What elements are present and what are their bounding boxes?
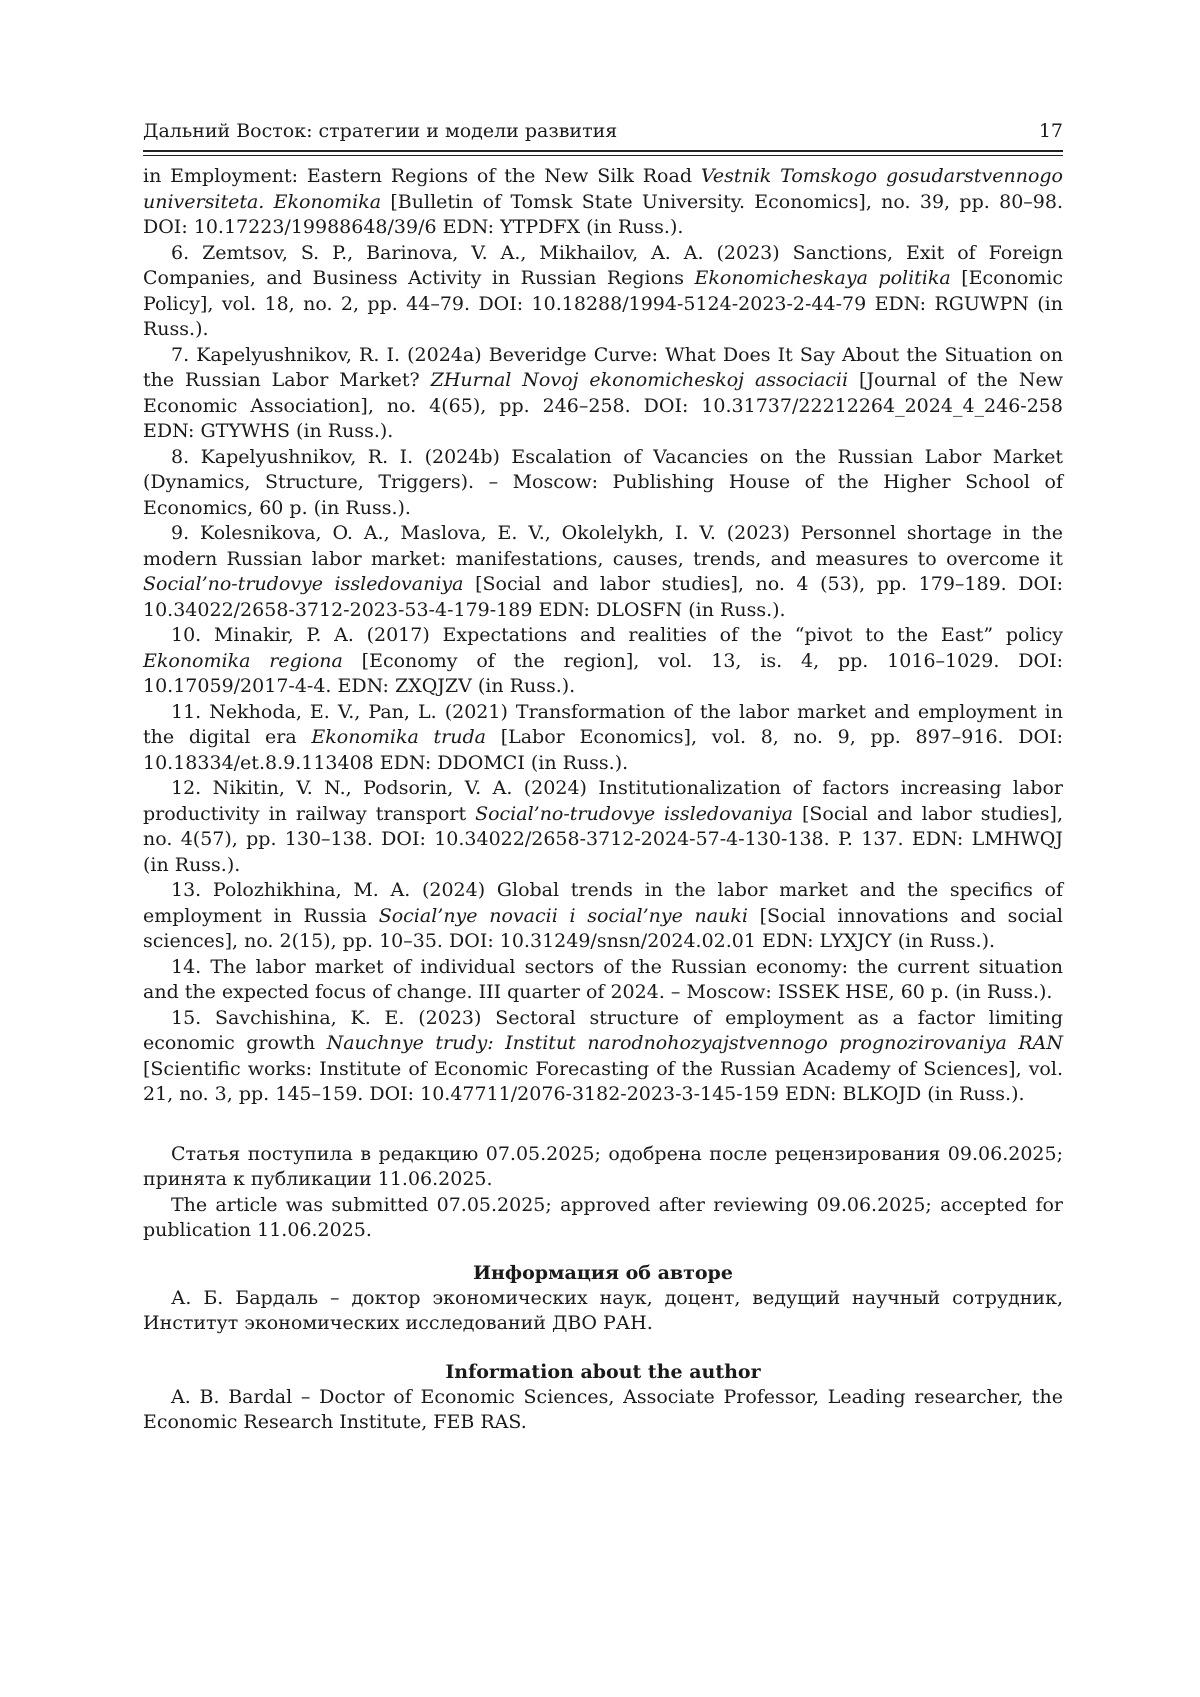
reference-text: [Social and labor studies], no. 4 (53), pp. 179–189. DOI: 10.34022/2658-3712-2023-53-4-179-189 EDN: DLOSFN (in Russ.). [143, 573, 1063, 621]
reference-item [143, 623, 1063, 700]
reference-continuation [143, 164, 1063, 241]
journal-name: Ekonomicheskaya politika [694, 267, 951, 289]
article-dates [143, 1142, 1063, 1244]
reference-text: 6. Zemtsov, S. P., Barinova, V. A., Mikhailov, A. A. (2023) Sanctions, Exit of Foreign Companies, and Business Activity in Russian Regions [143, 241, 1063, 289]
reference-items [143, 241, 1063, 1108]
reference-text: [Social innovations and social sciences], no. 2(15), pp. 10–35. DOI: 10.31249/snsn/2024.02.01 EDN: LYXJCY (in Russ.). [143, 904, 1063, 952]
page-number: 17 [1038, 120, 1063, 142]
reference-item [143, 955, 1063, 1006]
reference-item [143, 878, 1063, 955]
journal-name: Ekonomika regiona [143, 649, 343, 672]
reference-text: in Employment: Eastern Regions of the New Silk Road [143, 165, 701, 187]
author-info-en [143, 1359, 1063, 1436]
reference-item [143, 343, 1063, 445]
header-rule [143, 155, 1063, 156]
reference-text: [Economy of the region], vol. 13, is. 4, pp. 1016–1029. DOI: 10.17059/2017-4-4. EDN: ZXQJZV (in Russ.). [143, 649, 1063, 697]
reference-item [143, 521, 1063, 623]
author-text-en: A. B. Bardal – Doctor of Economic Sciences, Associate Professor, Leading researcher, the Economic Research Institute, FEB RAS. [143, 1385, 1063, 1433]
reference-list [143, 164, 1063, 1108]
author-info-ru [143, 1260, 1063, 1337]
reference-item [143, 700, 1063, 777]
journal-name: Vestnik Tomskogo gosudarstvennogo universiteta. Ekonomika [143, 165, 1063, 213]
dates-ru: Статья поступила в редакцию 07.05.2025; одобрена после рецензирования 09.06.2025; принята к публикации 11.06.2025. [143, 1142, 1063, 1190]
journal-name: Social’nye novacii i social’nye nauki [378, 904, 748, 927]
journal-name: Nauchnye trudy: Institut narodnohozyajstvennogo prognozirovaniya RAN [326, 1032, 1063, 1054]
journal-name: Social’no-trudovye issledovaniya [143, 573, 464, 595]
page [143, 118, 1063, 1436]
journal-name: ZHurnal Novoj ekonomicheskoj associacii [430, 369, 849, 391]
reference-item [143, 776, 1063, 878]
reference-text: 11. Nekhoda, E. V., Pan, L. (2021) Transformation of the labor market and employment in the digital era [143, 700, 1063, 748]
journal-title: Дальний Восток: стратегии и модели развития [143, 120, 618, 142]
journal-name: Ekonomika truda [311, 726, 486, 748]
running-head [143, 118, 1063, 152]
reference-text: 8. Kapelyushnikov, R. I. (2024b) Escalation of Vacancies on the Russian Labor Market (Dynamics, Structure, Triggers). – Moscow: Publishing House of the Higher School of Economics, 60 p. (in Russ.). [143, 445, 1063, 519]
reference-text: 10. Minakir, P. A. (2017) Expectations and realities of the “pivot to the East” policy [171, 624, 1063, 646]
reference-text: [Social and labor studies], no. 4(57), pp. 130–138. DOI: 10.34022/2658-3712-2024-57-4-130-138. P. 137. EDN: LMHWQJ (in Russ.). [143, 802, 1063, 876]
reference-item [143, 1006, 1063, 1108]
journal-name: Social’no-trudovye issledovaniya [475, 802, 793, 825]
reference-text: 9. Kolesnikova, O. A., Maslova, E. V., Okolelykh, I. V. (2023) Personnel shortage in the modern Russian labor market: manifestations, causes, trends, and measures to overcome it [143, 522, 1063, 570]
reference-text: 7. Kapelyushnikov, R. I. (2024a) Beveridge Curve: What Does It Say About the Situation on the Russian Labor Market? [143, 343, 1063, 391]
reference-text: 15. Savchishina, K. E. (2023) Sectoral structure of employment as a factor limiting economic growth [143, 1006, 1063, 1054]
reference-item [143, 241, 1063, 343]
reference-item [143, 445, 1063, 522]
reference-text: [Labor Economics], vol. 8, no. 9, pp. 897–916. DOI: 10.18334/et.8.9.113408 EDN: DDOMCI (in Russ.). [143, 726, 1063, 774]
reference-text: [Journal of the New Economic Association], no. 4(65), pp. 246–258. DOI: 10.31737/22212264_2024_4_246-258 EDN: GTYWHS (in Russ.). [143, 369, 1063, 442]
reference-text: 12. Nikitin, V. N., Podsorin, V. A. (2024) Institutionalization of factors increasing labor productivity in railway transport [143, 777, 1063, 825]
dates-en: The article was submitted 07.05.2025; approved after reviewing 09.06.2025; accepted for publication 11.06.2025. [143, 1193, 1063, 1241]
author-heading-en: Information about the author [445, 1360, 761, 1383]
author-heading-ru: Информация об авторе [473, 1261, 733, 1284]
reference-text: [Bulletin of Tomsk State University. Economics], no. 39, pp. 80–98. DOI: 10.17223/19988648/39/6 EDN: YTPDFX (in Russ.). [143, 190, 1063, 238]
author-text-ru: А. Б. Бардаль – доктор экономических наук, доцент, ведущий научный сотрудник, Институт экономических исследований ДВО РАН. [143, 1286, 1063, 1334]
reference-text: 13. Polozhikhina, M. A. (2024) Global trends in the labor market and the specifics of employment in Russia [143, 879, 1063, 927]
reference-text: [Scientific works: Institute of Economic Forecasting of the Russian Academy of Sciences], vol. 21, no. 3, pp. 145–159. DOI: 10.47711/2076-3182-2023-3-145-159 EDN: BLKOJD (in Russ.). [143, 1057, 1063, 1105]
reference-text: [Economic Policy], vol. 18, no. 2, pp. 44–79. DOI: 10.18288/1994-5124-2023-2-44-79 EDN: RGUWPN (in Russ.). [143, 267, 1064, 340]
reference-text: 14. The labor market of individual sectors of the Russian economy: the current situation and the expected focus of change. III quarter of 2024. – Moscow: ISSEK HSE, 60 p. (in Russ.). [143, 955, 1063, 1003]
